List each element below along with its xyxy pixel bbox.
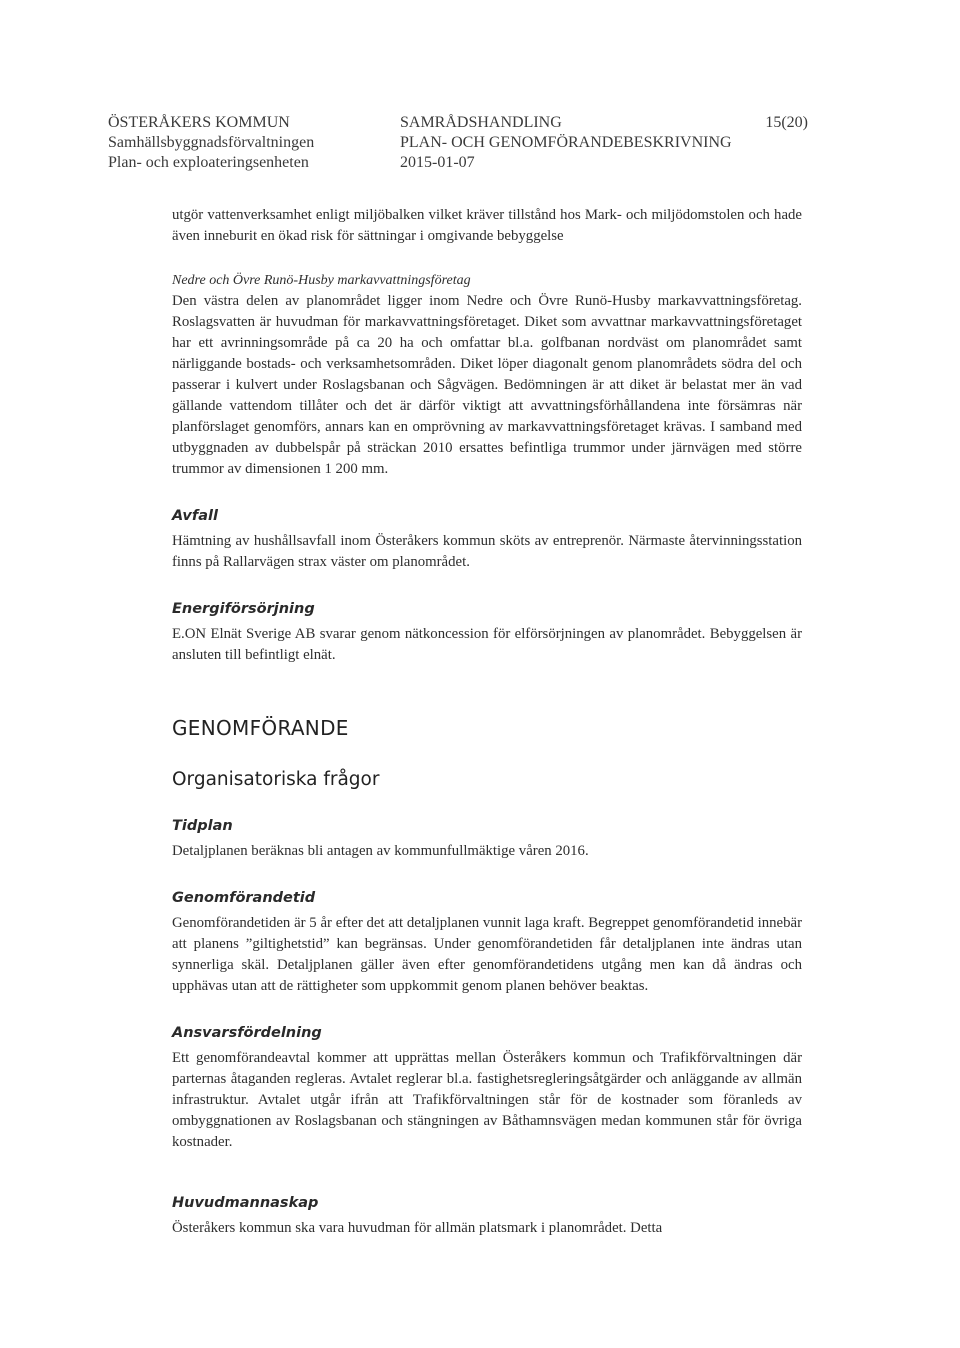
section-nedre-ovre (172, 270, 802, 480)
energi-heading: Energiförsörjning (172, 601, 315, 617)
tidplan-paragraph: Detaljplanen beräknas bli antagen av kommunfullmäktige våren 2016. (172, 843, 589, 859)
section-energi (172, 599, 802, 666)
huvudmannaskap-paragraph: Österåkers kommun ska vara huvudman för allmän platsmark i planområdet. Detta (172, 1220, 663, 1236)
genomforandetid-paragraph: Genomförandetiden är 5 år efter det att detaljplanen vunnit laga kraft. Begreppet genomförandetid innebär att planens ”giltighetstid” kan begränsas. Under genomförandetiden får detaljplanen inte ändras utan synnerliga skäl. Detaljplanen gäller även efter genomförandetidens utgång men kan då ändras och upphävas utan att de rättigheter som uppkommit genom planen behöver beaktas. (172, 915, 802, 994)
avfall-paragraph: Hämtning av hushållsavfall inom Österåkers kommun sköts av entreprenör. Närmaste återvinningsstation finns på Rallarvägen strax väster om planområdet. (172, 533, 802, 570)
intro-paragraph: utgör vattenverksamhet enligt miljöbalken vilket kräver tillstånd hos Mark- och miljödomstolen och hade även inneburit en ökad risk för sättningar i omgivande bebyggelse (172, 207, 802, 244)
avfall-heading: Avfall (172, 508, 218, 524)
header-document-date: 2015-01-07 (400, 154, 475, 171)
page-header (108, 113, 808, 183)
genomforande-heading: GENOMFÖRANDE (172, 716, 349, 740)
section-huvudmannaskap (172, 1193, 802, 1239)
section-ansvarsfordelning (172, 1023, 802, 1153)
document-body (172, 205, 802, 1239)
header-department: Samhällsbyggnadsförvaltningen (108, 134, 315, 151)
section-tidplan (172, 816, 802, 862)
header-document-info (400, 113, 732, 173)
page-number: 15(20) (765, 114, 808, 131)
ansvar-paragraph: Ett genomförandeavtal kommer att upprättas mellan Österåkers kommun och Trafikförvaltningen där parternas åtaganden regleras. Avtalet reglerar bl.a. fastighetsregleringsåtgärder och anläggande av allmän infrastruktur. Avtalet utgår ifrån att Trafikförvaltningen står för de kostnader som föranleds av ombyggnationen av Roslagsbanan och stängningen av Båthamnsvägen medan kommunen står för övriga kostnader. (172, 1050, 802, 1150)
header-document-status: SAMRÅDSHANDLING (400, 114, 562, 131)
nedre-heading: Nedre och Övre Runö-Husby markavvattningsföretag (172, 273, 471, 288)
genomforandetid-heading: Genomförandetid (172, 890, 316, 906)
section-avfall (172, 506, 802, 573)
organisatoriska-heading: Organisatoriska frågor (172, 769, 380, 790)
header-document-title: PLAN- OCH GENOMFÖRANDEBESKRIVNING (400, 134, 732, 151)
header-unit: Plan- och exploateringsenheten (108, 154, 309, 171)
section-genomforandetid (172, 888, 802, 997)
header-municipality: ÖSTERÅKERS KOMMUN (108, 114, 290, 131)
huvudmannaskap-heading: Huvudmannaskap (172, 1195, 319, 1211)
ansvar-heading: Ansvarsfördelning (172, 1025, 322, 1041)
nedre-paragraph: Den västra delen av planområdet ligger inom Nedre och Övre Runö-Husby markavvattningsföretag. Roslagsvatten är huvudman för markavvattningsföretaget. Diket som avvattnar markavvattningsföretaget har ett avrinningsområde på ca 20 ha och omfattar bl.a. golfbanan nordväst om planområdet samt närliggande bostads- och verksamhetsområden. Diket löper diagonalt genom planområdets södra del och passerar i kulvert under Roslagsbanan och Sågvägen. Bedömningen är att diket är belastat mer än vad gällande vattendom tillåter och det är därför viktigt att avvattningsförhållandena inte försämras när planförslaget genomförs, annars kan en omprövning av markavvattningsföretaget krävas. I samband med utbyggnaden av dubbelspår på sträckan 2010 ersattes befintliga trummor under järnvägen med större trummor av dimensionen 1 200 mm. (172, 293, 802, 477)
header-organization (108, 113, 314, 173)
tidplan-heading: Tidplan (172, 818, 233, 834)
energi-paragraph: E.ON Elnät Sverige AB svarar genom nätkoncession för elförsörjningen av planområdet. Bebyggelsen är ansluten till befintligt elnät. (172, 626, 802, 663)
